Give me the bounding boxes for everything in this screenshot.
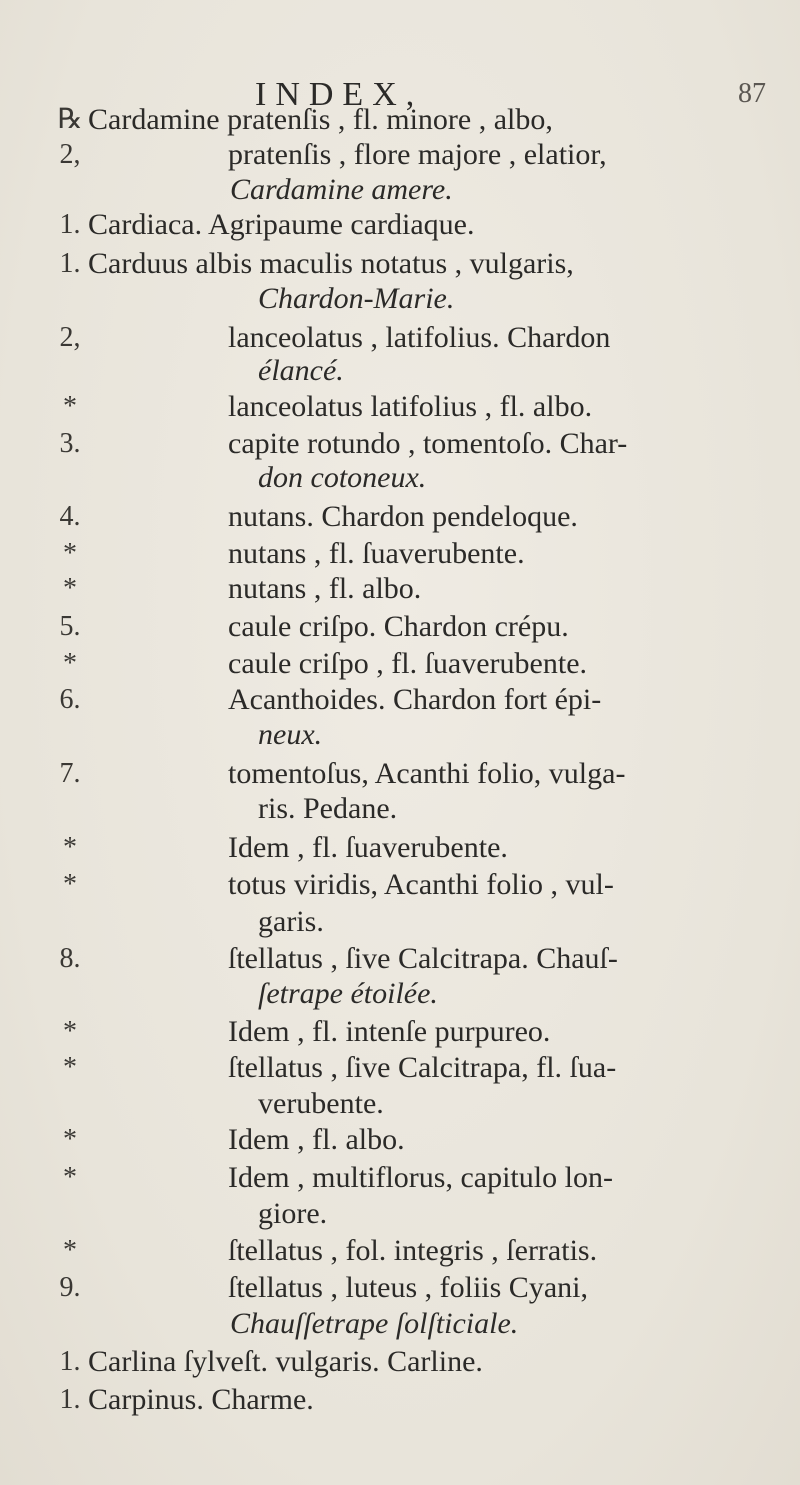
entry-marker: * [63, 1016, 77, 1047]
entry-text: ſtellatus , fol. integris , ſerratis. [228, 1234, 598, 1267]
index-entry [0, 351, 800, 391]
entry-text: ſtellatus , ſive Calcitrapa, fl. ſua- [228, 1051, 617, 1084]
index-entry [0, 1380, 800, 1420]
index-entry [0, 100, 800, 140]
entry-marker: * [63, 1162, 77, 1193]
entry-text: capite rotundo , tomentoſo. Char- [228, 427, 628, 460]
entry-marker: ℞ [57, 104, 83, 135]
index-entry [0, 680, 800, 720]
entry-text: ſetrape étoilée. [258, 977, 438, 1010]
entry-marker: 1. [59, 1346, 81, 1377]
entry-marker: * [63, 573, 77, 604]
index-entry [0, 458, 800, 498]
index-entry [0, 279, 800, 319]
index-entry [0, 828, 800, 868]
index-entry [0, 902, 800, 942]
index-entry [0, 1231, 800, 1271]
entry-text: Idem , fl. intenſe purpureo. [228, 1015, 551, 1048]
index-entry [0, 1012, 800, 1052]
index-entry [0, 387, 800, 427]
entry-text: Carduus albis maculis notatus , vulgaris, [88, 247, 574, 280]
index-entry [0, 1084, 800, 1124]
entry-marker: * [63, 648, 77, 679]
entry-text: giore. [258, 1197, 328, 1230]
index-entry [0, 939, 800, 979]
index-title: INDEX, [255, 76, 424, 113]
entry-text: nutans , fl. albo. [228, 572, 422, 605]
entry-text: garis. [258, 905, 324, 938]
entry-marker: 5. [59, 611, 81, 642]
index-entry [0, 569, 800, 609]
entry-text: Acanthoides. Chardon fort épi- [228, 683, 602, 716]
entry-text: verubente. [258, 1087, 384, 1120]
entry-text: lanceolatus latifolius , fl. albo. [228, 390, 593, 423]
entry-text: tomentoſus, Acanthi folio, vulga- [228, 757, 626, 790]
entry-marker: 7. [59, 758, 81, 789]
entry-marker: 2, [59, 139, 81, 170]
entry-text: Idem , fl. albo. [228, 1123, 405, 1156]
entry-text: Idem , fl. ſuaverubente. [228, 831, 508, 864]
index-entry [0, 607, 800, 647]
entry-text: ſtellatus , ſive Calcitrapa. Chauſ- [228, 942, 618, 975]
index-entry [0, 1048, 800, 1088]
entry-text: Carpinus. Charme. [88, 1383, 314, 1416]
entry-marker: 9. [59, 1272, 81, 1303]
index-entry [0, 170, 800, 210]
entry-text: neux. [258, 718, 323, 751]
entry-marker: 1. [59, 209, 81, 240]
entry-marker: * [63, 832, 77, 863]
entry-text: caule criſpo , fl. ſuaverubente. [228, 647, 588, 680]
index-entry [0, 1268, 800, 1308]
entry-text: totus viridis, Acanthi folio , vul- [228, 868, 614, 901]
entry-marker: * [63, 1235, 77, 1266]
entry-text: Idem , multiflorus, capitulo lon- [228, 1161, 613, 1194]
entry-marker: 4. [59, 501, 81, 532]
entry-marker: * [63, 1052, 77, 1083]
entry-marker: * [63, 869, 77, 900]
index-entry [0, 135, 800, 175]
entry-text: Cardamine amere. [230, 173, 453, 206]
index-entry [0, 497, 800, 537]
entry-text: nutans. Chardon pendeloque. [228, 500, 578, 533]
index-entry [0, 974, 800, 1014]
entry-text: don cotoneux. [258, 461, 427, 494]
entry-marker: 6. [59, 684, 81, 715]
index-entry [0, 1304, 800, 1344]
entry-text: lanceolatus , latifolius. Chardon [228, 321, 611, 354]
entry-text: Cardamine pratenſis , fl. minore , albo, [88, 103, 553, 136]
index-entry [0, 1120, 800, 1160]
index-entry [0, 644, 800, 684]
index-entry [0, 534, 800, 574]
entry-text: caule criſpo. Chardon crépu. [228, 610, 569, 643]
index-entry [0, 205, 800, 245]
entry-text: ſtellatus , luteus , foliis Cyani, [228, 1271, 588, 1304]
index-entry [0, 789, 800, 829]
entry-marker: 3. [59, 428, 81, 459]
entry-marker: 8. [59, 943, 81, 974]
index-entry [0, 1342, 800, 1382]
entry-text: Cardiaca. Agripaume cardiaque. [88, 208, 475, 241]
index-entry [0, 244, 800, 284]
page-number: 87 [738, 78, 766, 109]
entry-text: nutans , fl. ſuaverubente. [228, 537, 525, 570]
entry-text: élancé. [258, 354, 344, 387]
entry-text: Chardon-Marie. [258, 282, 455, 315]
entry-marker: * [63, 538, 77, 569]
index-entry [0, 754, 800, 794]
entry-text: pratenſis , flore majore , elatior, [228, 138, 607, 171]
entry-marker: 1. [59, 1384, 81, 1415]
entry-text: Carlina ſylveſt. vulgaris. Carline. [88, 1345, 483, 1378]
entry-marker: * [63, 1124, 77, 1155]
entry-marker: 1. [59, 248, 81, 279]
entry-marker: 2, [59, 322, 81, 353]
index-entry [0, 1158, 800, 1198]
index-entry [0, 715, 800, 755]
index-entry [0, 865, 800, 905]
entry-text: ris. Pedane. [258, 792, 398, 825]
entry-marker: * [63, 391, 77, 422]
entry-text: Chauſſetrape ſolſticiale. [230, 1307, 519, 1340]
index-entry [0, 1194, 800, 1234]
